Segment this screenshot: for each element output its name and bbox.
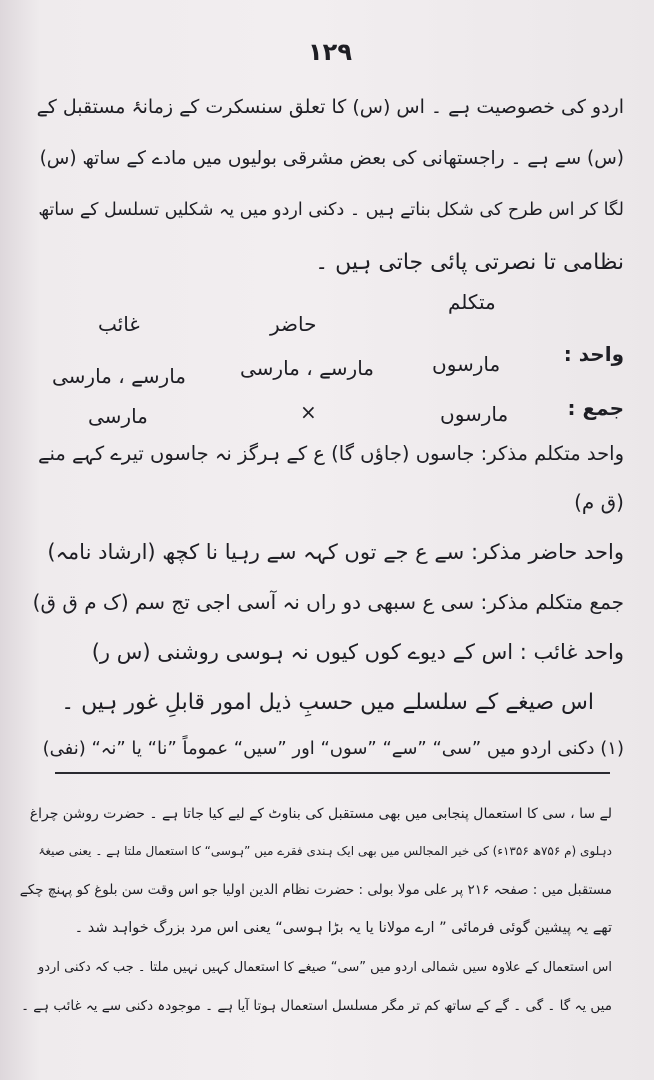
- notes-intro: اس صیغے کے سلسلے میں حسبِ ذیل امور قابلِ غور ہیں ۔: [61, 690, 594, 715]
- header-speaker: متکلم: [448, 290, 496, 314]
- plural-addressee-empty: ×: [300, 400, 317, 424]
- plural-speaker: مارسوں: [440, 402, 509, 426]
- example-1: واحد متکلم مذکر: جاسوں (جاؤں گا) ع کے ہرگز نہ جاسوں تیرے کہے منے: [38, 442, 624, 465]
- note-1: (۱) دکنی اردو میں ”سی“ ”سے“ ”سوں“ اور ”سیں“ عموماً ”نا“ یا ”نہ“ (نفی): [42, 738, 624, 759]
- footnote-line-4: تھے یہ پیشین گوئی فرمائی ” ارے مولانا یا یہ بڑا ہوسی“ یعنی اس مرد بزرگ خواہد شد ۔: [74, 920, 612, 936]
- paragraph-line-2: (س) سے ہے ۔ راجستھانی کی بعض مشرقی بولیوں میں مادے کے ساتھ (س): [39, 148, 624, 169]
- footnote-line-3: مستقبل میں : صفحہ ۲۱۶ پر علی مولا بولی : حضرت نظام الدین اولیا جو اس وقت سن بلوغ کو پہنچ چکے: [19, 882, 612, 898]
- paragraph-line-1: اردو کی خصوصیت ہے ۔ اس (س) کا تعلق سنسکرت کے زمانۂ مستقبل کے: [36, 96, 624, 118]
- footnote-line-1: لے سا ، سی کا استعمال پنجابی میں بھی مستقبل کی بناوٹ کے لیے کیا جاتا ہے ۔ حضرت روشن چراغ: [29, 806, 612, 822]
- example-2: واحد حاضر مذکر: سے ع جے توں کہہ سے رہیا نا کچھ (ارشاد نامہ): [47, 540, 624, 564]
- singular-absent: مارسے ، مارسی: [52, 364, 187, 388]
- plural-absent: مارسی: [88, 404, 148, 428]
- row-plural-label: جمع :: [567, 396, 624, 420]
- singular-speaker: مارسوں: [432, 352, 501, 376]
- footnote-line-5: اس استعمال کے علاوہ سیں شمالی اردو میں ”سی“ صیغے کا استعمال کہیں نہیں ملتا ۔ جب کہ دکنی اردو: [37, 960, 612, 975]
- header-absent: غائب: [98, 312, 140, 336]
- header-addressee: حاضر: [270, 312, 317, 336]
- row-singular-label: واحد :: [563, 342, 624, 366]
- paragraph-line-3: لگا کر اس طرح کی شکل بناتے ہیں ۔ دکنی اردو میں یہ شکلیں تسلسل کے ساتھ: [38, 200, 624, 220]
- paragraph-line-4: نظامی تا نصرتی پائی جاتی ہیں ۔: [315, 250, 624, 275]
- footnote-divider: [55, 772, 610, 774]
- singular-addressee: مارسے ، مارسی: [240, 356, 375, 380]
- example-3: جمع متکلم مذکر: سی ع سبھی دو راں نہ آسی اجی تج سم (ک م ق ق): [32, 590, 624, 614]
- footnote-line-2: دہلوی (م ۷۵۶ھ ۱۳۵۶ء) کی خیر المجالس میں بھی ایک ہندی فقرے میں ”ہوسی“ کا استعمال ملتا ہے ۔ یعنی صیغۂ: [38, 844, 612, 858]
- footnote-line-6: میں یہ گا ۔ گی ۔ گے کے ساتھ کم تر مگر مسلسل استعمال ہوتا آیا ہے ۔ موجودہ دکنی سے یہ غائب ہے ۔: [21, 998, 612, 1014]
- example-4: واحد غائب : اس کے دیوے کوں کیوں نہ ہوسی روشنی (س ر): [91, 640, 624, 664]
- example-1-source: (ق م): [574, 490, 624, 514]
- page-number: ۱۲۹: [308, 38, 352, 66]
